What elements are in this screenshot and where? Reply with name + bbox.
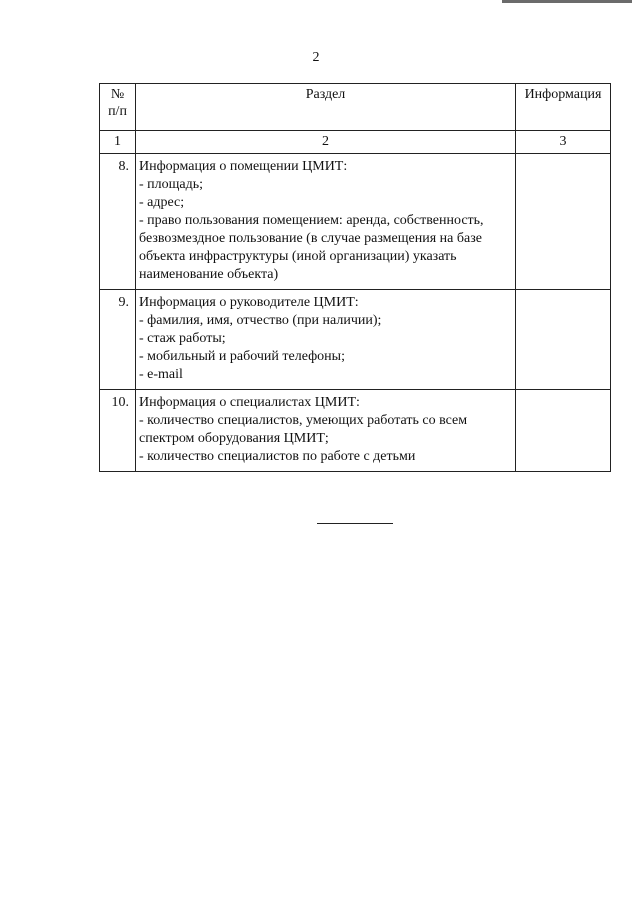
- row-info: [516, 390, 611, 472]
- row-line: спектром оборудования ЦМИТ;: [139, 431, 329, 446]
- row-line: - стаж работы;: [139, 331, 226, 346]
- scan-edge-mark: [502, 0, 632, 3]
- row-info: [516, 154, 611, 290]
- row-line: Информация о руководителе ЦМИТ:: [139, 295, 359, 310]
- table-row: [100, 290, 611, 390]
- row-line: - площадь;: [139, 177, 204, 192]
- row-line: - право пользования помещением: аренда, собственность,: [139, 213, 484, 228]
- row-info: [516, 290, 611, 390]
- table-row: [100, 154, 611, 290]
- table-row: [100, 390, 611, 472]
- header-number-cell: [100, 84, 136, 131]
- row-section: [136, 390, 516, 472]
- table-header-row: [100, 84, 611, 131]
- row-section: [136, 290, 516, 390]
- header-number-label: п/п: [108, 104, 127, 119]
- column-index-row: [100, 131, 611, 154]
- row-number: 10.: [100, 390, 136, 472]
- header-section: Раздел: [136, 84, 516, 131]
- column-index-cell: 1: [100, 131, 136, 154]
- row-line: Информация о помещении ЦМИТ:: [139, 159, 348, 174]
- row-line: безвозмездное пользование (в случае размещения на базе: [139, 231, 482, 246]
- row-section: [136, 154, 516, 290]
- row-line: - фамилия, имя, отчество (при наличии);: [139, 313, 382, 328]
- row-line: - мобильный и рабочий телефоны;: [139, 349, 345, 364]
- row-line: объекта инфраструктуры (иной организации) указать: [139, 249, 457, 264]
- row-number: 8.: [100, 154, 136, 290]
- page-number: 2: [312, 50, 320, 65]
- column-index-cell: 2: [136, 131, 516, 154]
- header-info: Информация: [516, 84, 611, 131]
- row-line: наименование объекта): [139, 267, 279, 282]
- requirements-table: [99, 83, 611, 472]
- end-divider: [317, 523, 393, 524]
- row-line: - e-mail: [139, 367, 183, 382]
- row-line: - адрес;: [139, 195, 185, 210]
- row-line: Информация о специалистах ЦМИТ:: [139, 395, 360, 410]
- row-number: 9.: [100, 290, 136, 390]
- row-line: - количество специалистов по работе с детьми: [139, 449, 416, 464]
- header-number-sign: №: [110, 87, 125, 102]
- row-line: - количество специалистов, умеющих работать со всем: [139, 413, 468, 428]
- column-index-cell: 3: [516, 131, 611, 154]
